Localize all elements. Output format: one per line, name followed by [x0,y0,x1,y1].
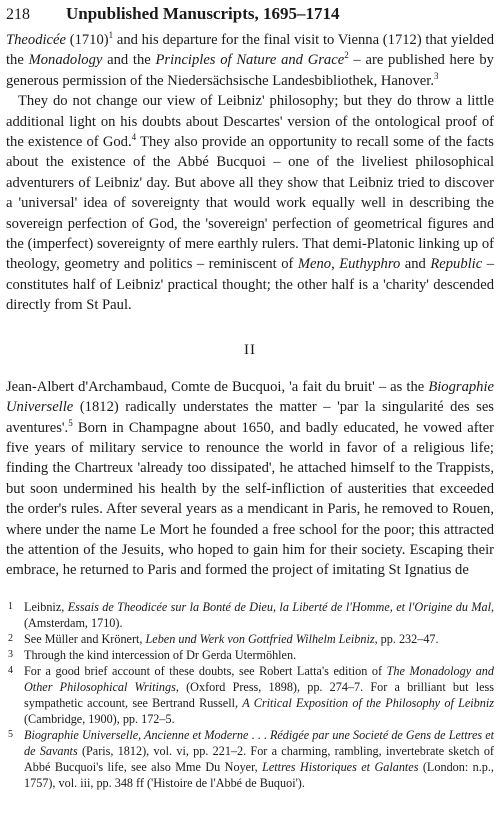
running-title: Unpublished Manuscripts, 1695–1714 [66,4,340,23]
text-segment: They also provide an opportunity to recall some of the facts about the existence of the Abbé Bucquoi – one of the liveliest philosophical adventurers of Leibniz' day. But above all they show that Leibniz tried to discover a 'universal' idea of sovereignty that would work equally well in describing the sovereign perfection of God, the 'sovereign' perfection of geometrical figures and the (imperfect) sovereignty of mere earthly rulers. That demi-Platonic linking up of theology, geometry and politics – reminiscent of [6,134,494,273]
main-text [6,30,494,581]
italic-text: Republic [430,256,483,273]
footnote-text [24,727,494,791]
opening-paragraphs [6,30,494,316]
paragraph [6,30,494,91]
footnote-ref[interactable]: 1 [108,30,114,41]
italic-text: The Monadology and Other Philosophical Writings [24,663,494,694]
text-segment: (1710) [65,32,109,48]
section-paragraphs [6,377,494,581]
footnote-ref[interactable]: 5 [68,417,73,428]
text-segment: – constitutes half of Leibniz' practical thought; the other half is a 'charity' descended directly from St Paul. [6,256,495,314]
text-segment: (Paris, 1812), vol. vi, pp. 221–2. For a charming, rambling, invertebrate sketch of Abbé Bucquoi's life, see also Mme Du Noyer, [24,743,494,774]
footnote-text [24,647,494,663]
paragraph [6,377,494,581]
book-page [6,4,494,791]
footnote-ref[interactable]: 4 [131,132,137,143]
footnote [6,727,494,791]
text-segment: (Cambridge, 1900), pp. 172–5. [24,711,175,726]
italic-text: Essais de Theodicée sur la Bonté de Dieu, la Liberté de l'Homme, et l'Origine du Mal [67,599,491,614]
footnotes [6,599,494,791]
italic-text: Lettres Historiques et Galantes [262,759,419,774]
text-segment: , pp. 232–47. [374,631,439,646]
footnote [6,631,494,647]
text-segment: , (Oxford Press, 1898), pp. 274–7. For a brilliant but less sympathetic account, see Bertrand Russell, [24,679,494,710]
italic-text: Principles of Nature and Grace [155,52,345,69]
footnote [6,599,494,631]
footnote-text [24,663,494,727]
footnote-number: 5 [8,728,13,740]
text-segment: , (Amsterdam, 1710). [24,599,494,630]
section-number: II [244,341,256,358]
text-segment: and his departure for the final visit to Vienna (1712) that yielded the [6,32,495,69]
page-number: 218 [6,6,30,23]
footnote-text [24,631,494,647]
footnote-number: 1 [8,600,13,612]
italic-text: Theodicée [6,32,66,48]
text-segment: Through the kind intercession of Dr Gerda Utermöhlen. [24,647,297,662]
text-segment: They do not change our view of Leibniz' philosophy; but they do throw a little additional light on his doubts about Descartes' version of the ontological proof of the existence of God. [6,93,494,151]
text-segment: Born in Champagne about 1650, and badly educated, he vowed after five years of military service to renounce the world in favor of a religious life; finding the Chartreux 'already too dissipated', he attached himself to the Trappists, but soon undermined his health by the self-infliction of austerities that exceeded the order's rules. After several years as a mendicant in Paris, he removed to Rouen, where under the name Le Mort he founded a free school for the poor; this attracted the attention of the Jesuits, who hoped to gain him for their society. Escaping their embrace, he returned to Paris and formed the project of imitating St Ignatius de [6,419,494,579]
text-segment: and the [102,52,156,69]
footnote-text [24,599,494,631]
italic-text: Rédigée par une Societé de Gens de Lettres et de Savants [24,727,494,758]
italic-text: Meno, Euthyphro [297,256,401,273]
text-segment: . . . [248,727,270,742]
italic-text: Leben und Werk von Gottfried Wilhelm Leibniz [145,631,375,646]
text-segment: – are published here by generous permission of the Niedersächsische Landesbibliothek, Hanover. [6,52,494,89]
text-segment: Jean-Albert d'Archambaud, Comte de Bucquoi, 'a fait du bruit' – as the [6,378,429,395]
italic-text: Monadology [28,52,103,69]
text-segment: See Müller and Krönert, [24,631,146,646]
text-segment: and [400,256,431,273]
footnote-number: 3 [8,648,13,660]
footnote-number: 4 [8,664,13,676]
paragraph [6,91,494,315]
footnote-ref[interactable]: 2 [344,50,349,61]
text-segment: (London: n.p., 1757), vol. iii, pp. 348 ff ('Histoire de l'Abbé de Buquoi'). [24,759,494,790]
italic-text: Biographie Universelle, Ancienne et Moderne [24,727,249,742]
text-segment: (1812) radically understates the matter – 'par la singularité des ses aventures'. [6,399,494,436]
italic-text: Biographie Universelle [6,378,494,416]
footnote-ref[interactable]: 3 [433,70,439,81]
footnote [6,663,494,727]
text-segment: For a good brief account of these doubts, see Robert Latta's edition of [24,663,387,678]
text-segment: Leibniz, [24,599,68,614]
footnote-number: 2 [8,632,13,644]
italic-text: A Critical Exposition of the Philosophy of Leibniz [242,695,494,710]
page-header [6,4,494,30]
footnote [6,647,494,663]
